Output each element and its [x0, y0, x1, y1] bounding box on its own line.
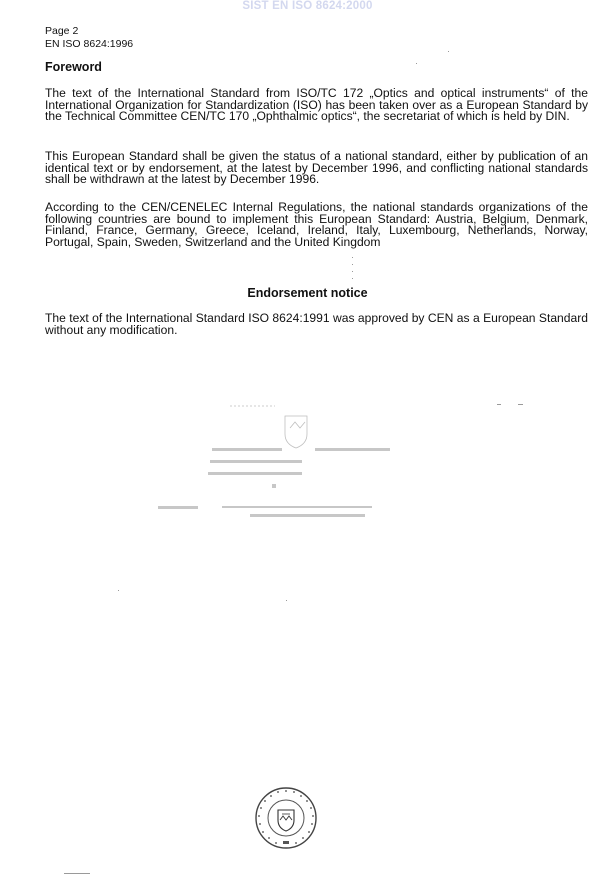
- page-number: Page 2: [45, 25, 79, 37]
- watermark: SIST EN ISO 8624:2000: [242, 0, 373, 12]
- endorsement-heading: Endorsement notice: [247, 286, 368, 300]
- page-header: [45, 25, 133, 51]
- foreword-paragraph-3: According to the CEN/CENELEC Internal Regulations, the national standards organizations of the following countries are bound to implement this European Standard: Austria, Belgium, Denmark, Finland, France, Germany, Greece, Iceland, Ireland, Italy, Luxembourg, Netherlands, Norway, Portugal, Spain, Sweden, Switzerland and the United Kingdom: [45, 200, 588, 249]
- faded-stamp-graphic: [150, 398, 410, 528]
- endorsement-paragraph: The text of the International Standard ISO 8624:1991 was approved by CEN as a European Standard without any modification.: [45, 311, 588, 337]
- official-seal-icon: [254, 786, 318, 850]
- document-number: EN ISO 8624:1996: [45, 38, 134, 50]
- foreword-heading: Foreword: [45, 60, 102, 74]
- foreword-paragraph-2: This European Standard shall be given the status of a national standard, either by publication of an identical text or by endorsement, at the latest by December 1996, and conflicting national standards shall be withdrawn at the latest by December 1996.: [45, 149, 588, 187]
- foreword-paragraph-1: The text of the International Standard from ISO/TC 172 „Optics and optical instruments“ of the International Organization for Standardization (ISO) has been taken over as a European Standard by the Technical Committee CEN/TC 170 „Ophthalmic optics“, the secretariat of which is held by DIN.: [45, 86, 588, 124]
